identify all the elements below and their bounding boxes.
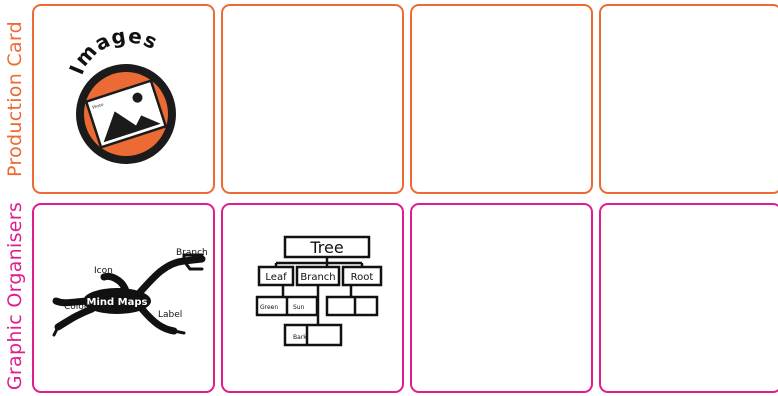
production-card-slot-2[interactable] xyxy=(221,4,404,194)
tree-sun-label: Sun xyxy=(293,304,305,311)
tree-green-label: Green xyxy=(260,304,279,311)
row-label-production-card xyxy=(0,4,30,194)
tree-root-label: Root xyxy=(350,272,374,283)
mind-map-label-label: Label xyxy=(158,310,183,320)
mind-map-icon-label: Icon xyxy=(94,266,113,276)
mind-map-branch-label: Branch xyxy=(176,248,208,258)
graphic-organiser-tree[interactable] xyxy=(221,203,404,393)
row-label-graphic-organisers xyxy=(0,203,30,388)
tree-leaf-label: Leaf xyxy=(265,272,287,283)
images-title: Images xyxy=(64,23,162,78)
tree-bark-label: Bark xyxy=(293,334,307,341)
production-card-slot-4[interactable] xyxy=(599,4,778,194)
mind-map-icon xyxy=(34,205,213,391)
tree-branch-label: Branch xyxy=(300,272,336,283)
mind-map-colour-label: Colour xyxy=(64,302,94,312)
production-card-images[interactable] xyxy=(32,4,215,194)
production-card-label: Production Card xyxy=(4,20,27,178)
tree-title: Tree xyxy=(310,238,344,257)
graphic-organisers-label: Graphic Organisers xyxy=(4,201,27,390)
photo-caption: Photo xyxy=(91,101,105,110)
mind-maps-center-label: Mind Maps xyxy=(86,297,148,308)
graphic-organiser-slot-3[interactable] xyxy=(410,203,593,393)
graphic-organiser-slot-4[interactable] xyxy=(599,203,778,393)
production-card-slot-3[interactable] xyxy=(410,4,593,194)
graphic-organiser-mind-maps[interactable] xyxy=(32,203,215,393)
tree-diagram-icon xyxy=(223,205,402,391)
images-badge-icon xyxy=(34,6,213,192)
